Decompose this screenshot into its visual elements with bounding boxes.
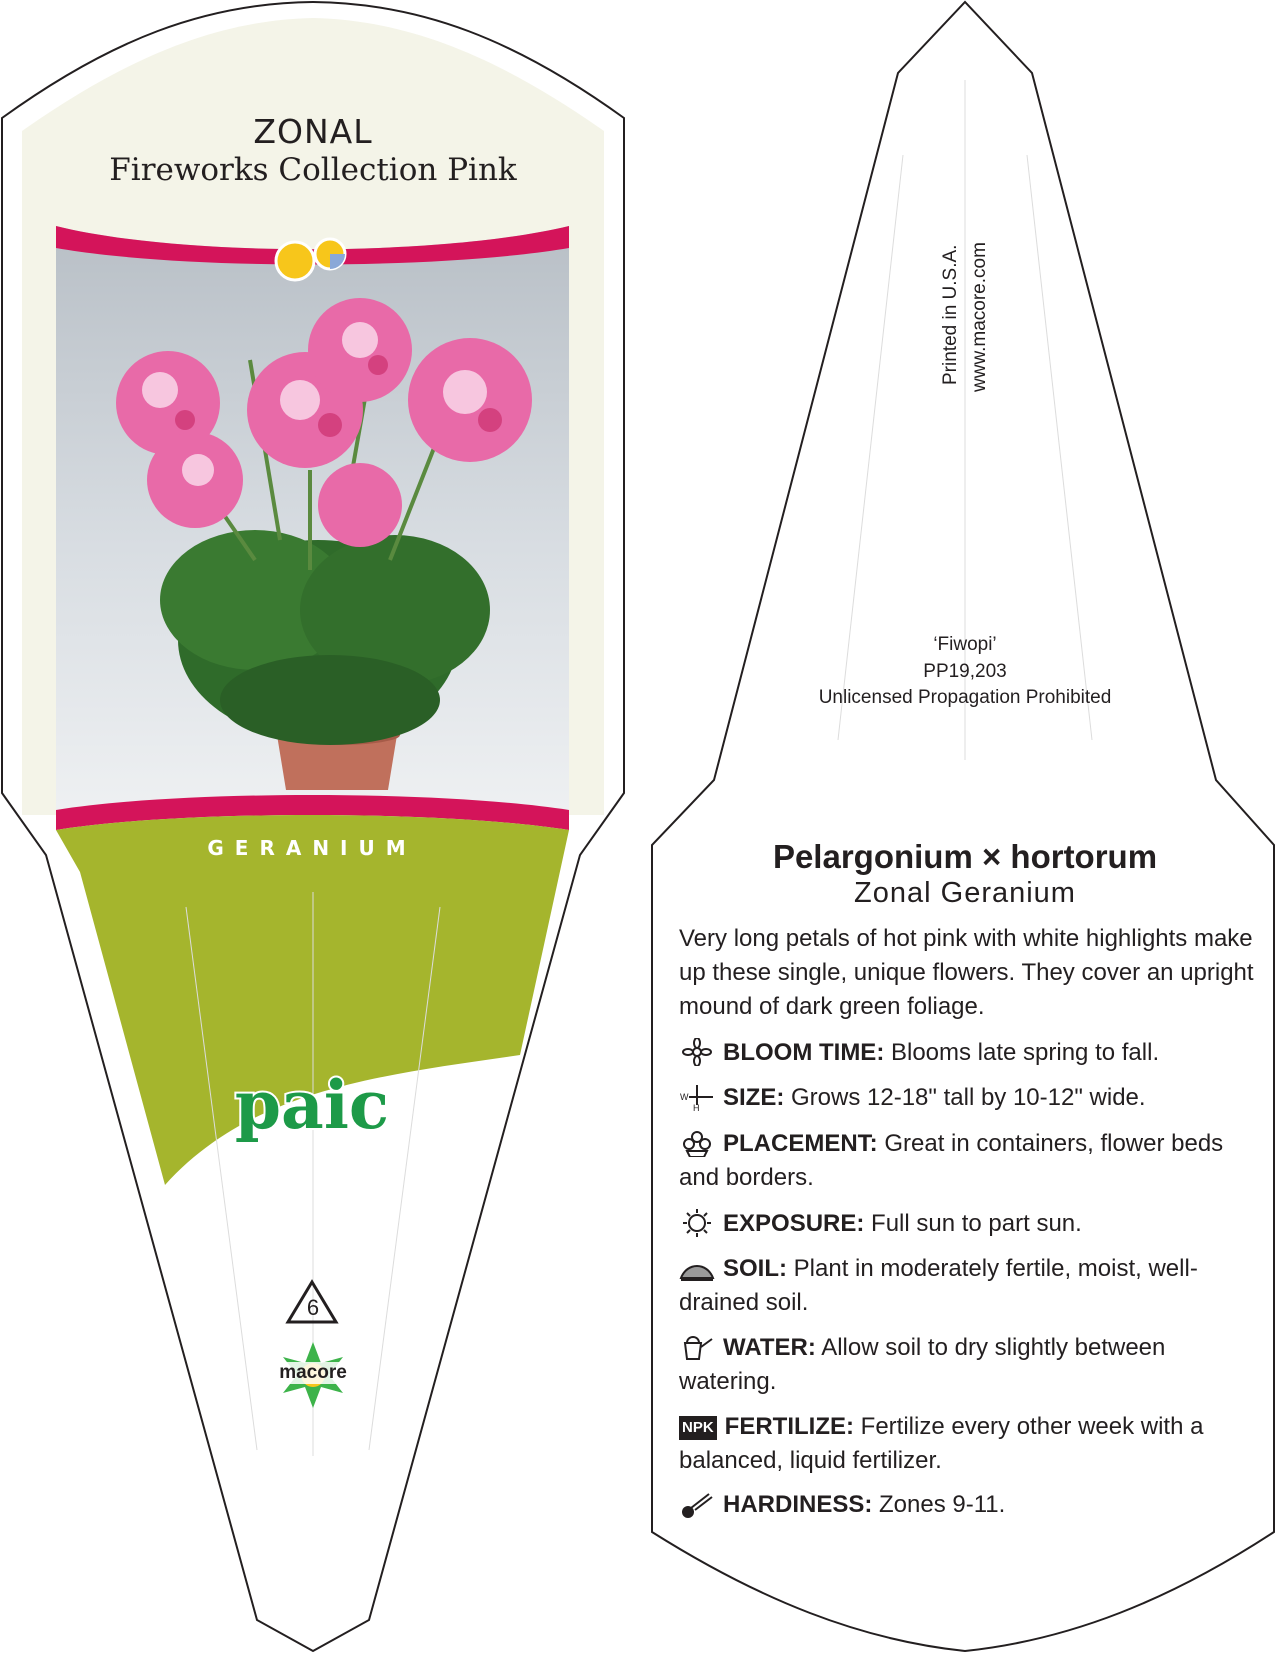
macore-logo-text: macore (263, 1362, 363, 1384)
care-text: Great in containers, flower beds and borders. (679, 1130, 1224, 1191)
size-icon-h: H (693, 1103, 700, 1111)
front-tag (2, 2, 624, 1651)
size-icon-w: W (680, 1092, 689, 1102)
care-water (679, 1331, 1261, 1399)
care-hardiness (679, 1488, 1261, 1522)
care-text: Zones 9-11. (872, 1491, 1006, 1518)
recycle-number: 6 (306, 1295, 320, 1320)
cultivar-name: ‘Fiwopi’ (933, 634, 997, 655)
care-label: FERTILIZE: (724, 1413, 854, 1440)
tag-title: ZONAL (253, 112, 373, 151)
care-text: Full sun to part sun. (864, 1210, 1082, 1237)
flower-icon (679, 1038, 715, 1066)
care-text: Fertilize every other week with a balanced, liquid fertilizer. (679, 1413, 1204, 1474)
sun-icon (679, 1209, 715, 1237)
svg-text:paic: paic (234, 1066, 390, 1144)
back-tag (652, 2, 1274, 1651)
care-soil (679, 1252, 1261, 1320)
care-text: Plant in moderately fertile, moist, well-drained soil. (679, 1255, 1198, 1316)
website-text: www.macore.com (969, 242, 990, 392)
care-fertilize (679, 1410, 1261, 1478)
placement-icon (679, 1129, 715, 1157)
npk-icon: NPK (679, 1416, 717, 1440)
care-text: Allow soil to dry slightly between watering. (679, 1334, 1166, 1395)
thermometer-icon (679, 1490, 715, 1518)
botanical-name: Pelargonium × hortorum (772, 838, 1158, 875)
care-label: HARDINESS: (723, 1491, 873, 1518)
watering-can-icon (679, 1333, 715, 1361)
care-label: EXPOSURE: (723, 1210, 865, 1237)
common-name: Zonal Geranium (854, 877, 1076, 909)
care-placement (679, 1127, 1261, 1195)
soil-icon (679, 1254, 715, 1282)
printed-in-text: Printed in U.S.A. (940, 244, 961, 385)
care-text: Grows 12-18" tall by 10-12" wide. (784, 1084, 1146, 1111)
plant-type-label: GERANIUM (207, 836, 417, 860)
care-label: WATER: (723, 1334, 816, 1361)
care-exposure (679, 1207, 1261, 1241)
propagation-notice: Unlicensed Propagation Prohibited (818, 687, 1112, 708)
care-bloom-time (679, 1036, 1261, 1070)
care-label: SOIL: (723, 1255, 787, 1282)
size-icon (679, 1083, 715, 1111)
care-label: PLACEMENT: (723, 1130, 878, 1157)
care-label: BLOOM TIME: (723, 1039, 885, 1066)
paic-logo (235, 1066, 389, 1144)
plant-description: Very long petals of hot pink with white highlights make up these single, unique flowers. They cover an upright mound of dark green foliage. (679, 925, 1254, 1020)
patent-number: PP19,203 (923, 661, 1007, 682)
care-text: Blooms late spring to fall. (884, 1039, 1160, 1066)
tag-subtitle: Fireworks Collection Pink (109, 152, 517, 188)
care-size (679, 1081, 1261, 1115)
care-label: SIZE: (723, 1084, 785, 1111)
